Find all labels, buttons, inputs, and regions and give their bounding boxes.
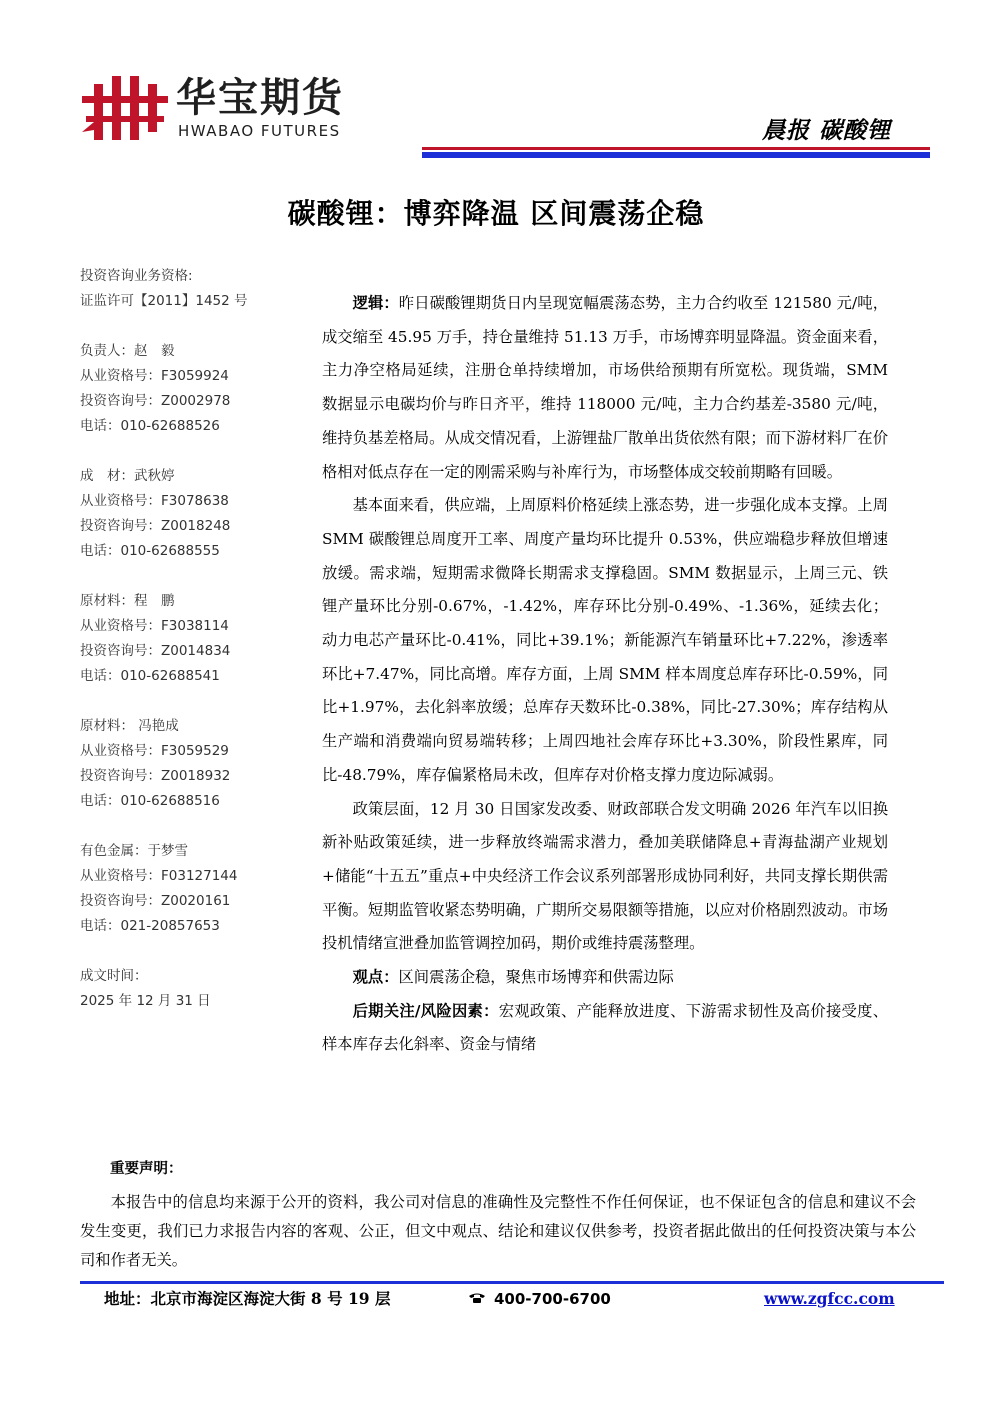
sidebar-line: 从业资格号：F3059529	[80, 743, 229, 759]
sidebar-line: 投资咨询号：Z0002978	[80, 393, 231, 409]
phone-number: 400-700-6700	[494, 1290, 611, 1308]
disclaimer-title: 重要声明：	[110, 1161, 183, 1177]
fundamentals-paragraph: 基本面来看，供应端，上周原料价格延续上涨态势，进一步强化成本支撑。上周 SMM 碳酸锂总周度开工率、周度产量均环比提升 0.53%，供应端稳步释放但增速放缓。需求端，短期需求微降长期需求支撑稳固。SMM 数据显示，上周三元、铁锂产量环比分别-0.67%，-1.42%，库存环比分别-0.49%、-1.36%，延续去化；动力电芯产量环比-0.41%，同比+39.1%；新能源汽车销量环比+7.22%，渗透率环比+7.47%，同比高增。库存方面，上周 SMM 样本周度总库存环比-0.59%，同比+1.97%，去化斜率放缓；总库存天数环比-0.38%，同比-27.30%；库存结构从生产端和消费端向贸易端转移；上周四地社会库存环比+3.30%，阶段性累库，同比-48.79%，库存偏紧格局未改，但库存对价格支撑力度边际减弱。	[322, 496, 888, 784]
sidebar-line: 从业资格号：F03127144	[80, 868, 238, 884]
footer-address: 地址：北京市海淀区海淀大街 8 号 19 层	[104, 1289, 391, 1308]
view-text: 区间震荡企稳，聚焦市场博弈和供需边际	[398, 968, 674, 987]
sidebar-line: 电话：010-62688516	[80, 793, 220, 809]
report-type-tag: 晨报 碳酸锂	[762, 117, 892, 144]
sidebar-line: 投资咨询号：Z0018248	[80, 518, 231, 534]
sidebar-line: 投资咨询号：Z0020161	[80, 893, 231, 909]
sidebar-line: 2025 年 12 月 31 日	[80, 993, 211, 1009]
sidebar-group	[80, 339, 300, 439]
risk-label: 后期关注/风险因素：	[352, 1001, 499, 1020]
sidebar-group	[80, 264, 300, 314]
sidebar-line: 证监许可【2011】1452 号	[80, 293, 248, 309]
telephone-icon	[468, 1292, 486, 1304]
sidebar-line: 从业资格号：F3059924	[80, 368, 229, 384]
logo-mark-icon	[82, 76, 168, 140]
sidebar-line: 电话：021-20857653	[80, 918, 220, 934]
footer-rule	[80, 1281, 944, 1284]
sidebar-line: 负责人：赵 毅	[80, 343, 175, 359]
sidebar-group	[80, 589, 300, 689]
sidebar-line: 成 材：武秋婷	[80, 468, 175, 484]
disclaimer-text: 本报告中的信息均来源于公开的资料，我公司对信息的准确性及完整性不作任何保证，也不保证包含的信息和建议不会发生变更，我们已力求报告内容的客观、公正，但文中观点、结论和建议仅供参考，投资者据此做出的任何投资决策与本公司和作者无关。	[80, 1193, 916, 1269]
footer-phone	[468, 1288, 611, 1310]
risk-text: 宏观政策、产能释放进度、下游需求韧性及高价接受度、样本库存去化斜率、资金与情绪	[322, 1001, 888, 1054]
sidebar-line: 有色金属：于梦雪	[80, 843, 188, 859]
report-body	[322, 287, 888, 1062]
logo-english-name: HWABAO FUTURES	[178, 122, 341, 140]
sidebar-line: 从业资格号：F3038114	[80, 618, 229, 634]
sidebar-line: 原材料：程 鹏	[80, 593, 175, 609]
sidebar-line: 投资咨询业务资格:	[80, 268, 193, 284]
sidebar-line: 原材料： 冯艳成	[80, 718, 179, 734]
analyst-sidebar	[80, 264, 300, 1039]
logo-chinese-name: 华宝期货	[176, 75, 344, 121]
sidebar-line: 电话：010-62688555	[80, 543, 220, 559]
sidebar-line: 投资咨询号：Z0014834	[80, 643, 231, 659]
risk-paragraph	[322, 995, 888, 1062]
sidebar-group	[80, 714, 300, 814]
policy-paragraph: 政策层面，12 月 30 日国家发改委、财政部联合发文明确 2026 年汽车以旧换新补贴政策延续，进一步释放终端需求潜力，叠加美联储降息+青海盐湖产业规划+储能“十五五”重点+中央经济工作会议系列部署形成协同利好，共同支撑长期供需平衡。短期监管收紧态势明确，广期所交易限额等措施，以应对价格剧烈波动。市场投机情绪宣泄叠加监管调控加码，期价或维持震荡整理。	[322, 799, 888, 953]
website-link[interactable]: www.zgfcc.com	[764, 1289, 895, 1308]
sidebar-line: 电话：010-62688541	[80, 668, 220, 684]
header-rule-red	[422, 147, 930, 150]
report-title: 碳酸锂：博弈降温 区间震荡企稳	[287, 197, 705, 230]
sidebar-group	[80, 464, 300, 564]
sidebar-line: 电话：010-62688526	[80, 418, 220, 434]
logic-paragraph	[322, 287, 888, 489]
sidebar-group	[80, 964, 300, 1014]
logic-label: 逻辑：	[352, 294, 399, 312]
view-label: 观点：	[352, 968, 399, 987]
sidebar-group	[80, 839, 300, 939]
logic-text: 昨日碳酸锂期货日内呈现宽幅震荡态势，主力合约收至 121580 元/吨，成交缩至 45.95 万手，持仓量维持 51.13 万手，市场博弈明显降温。资金面来看，主力净空格局延续，注册仓单持续增加，市场供给预期有所宽松。现货端，SMM 数据显示电碳均价与昨日齐平，维持 118000 元/吨，主力合约基差-3580 元/吨，维持负基差格局。从成交情况看，上游锂盐厂散单出货依然有限；而下游材料厂在价格相对低点存在一定的刚需采购与补库行为，市场整体成交较前期略有回暖。	[322, 294, 888, 481]
sidebar-line: 成文时间：	[80, 968, 148, 984]
sidebar-line: 从业资格号：F3078638	[80, 493, 229, 509]
header-rule-blue	[422, 152, 930, 158]
view-paragraph	[322, 961, 888, 995]
sidebar-line: 投资咨询号：Z0018932	[80, 768, 231, 784]
